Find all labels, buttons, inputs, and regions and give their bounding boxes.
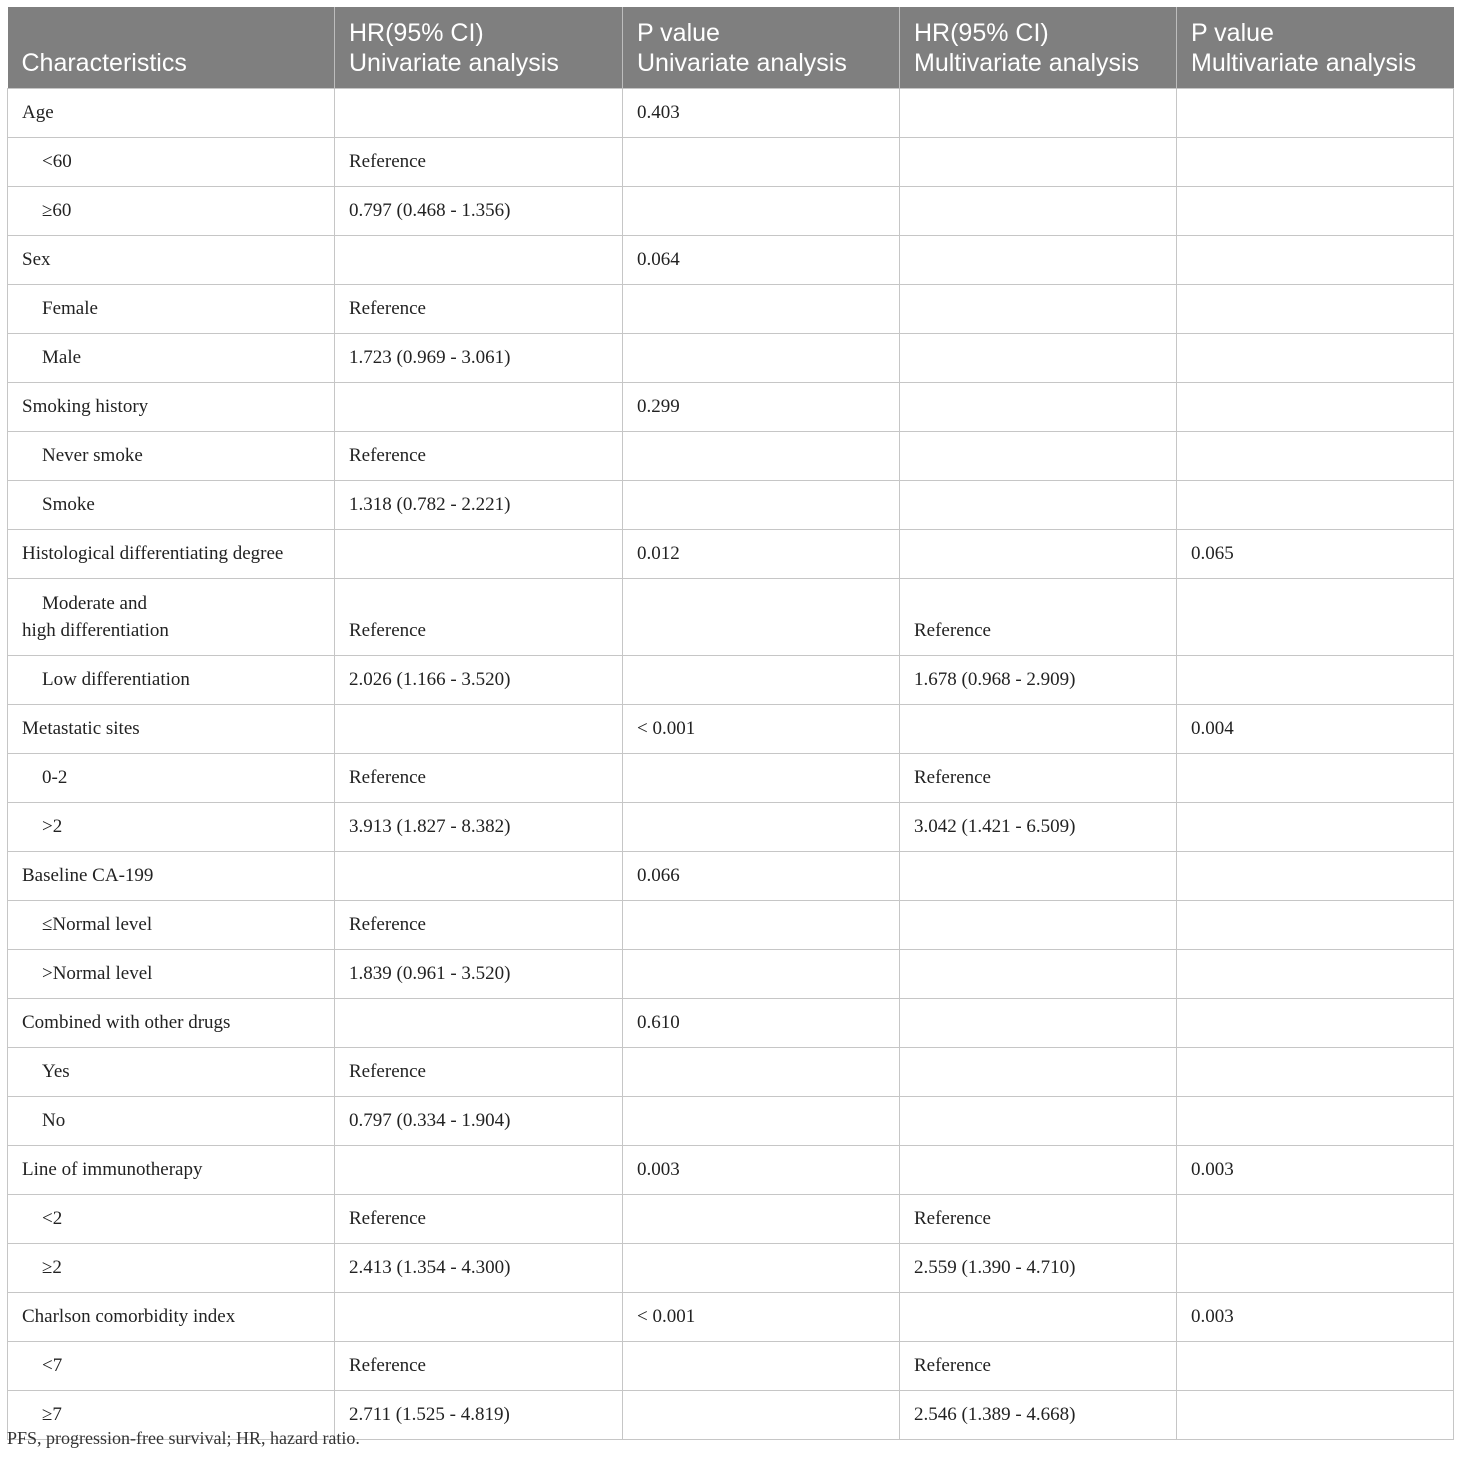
p-univariate-cell: 0.610 (623, 998, 900, 1047)
table-subrow (8, 431, 1454, 480)
table-subrow (8, 1243, 1454, 1292)
p-multivariate-cell (1177, 235, 1454, 284)
hr-multivariate-cell (900, 704, 1177, 753)
column-header-line1: HR(95% CI) (349, 18, 484, 47)
hr-univariate-cell (335, 704, 623, 753)
characteristic-cell: Age (8, 88, 335, 137)
table-subrow (8, 655, 1454, 704)
characteristic-cell: >Normal level (8, 949, 335, 998)
p-univariate-cell (623, 1194, 900, 1243)
p-univariate-cell (623, 1390, 900, 1439)
table-subrow (8, 802, 1454, 851)
table-header (8, 7, 1454, 88)
column-header (1177, 7, 1454, 88)
p-multivariate-cell (1177, 1096, 1454, 1145)
column-header-line1: HR(95% CI) (914, 18, 1049, 47)
hr-univariate-cell: Reference (335, 1194, 623, 1243)
p-multivariate-cell (1177, 382, 1454, 431)
characteristic-cell: >2 (8, 802, 335, 851)
hr-univariate-cell (335, 1145, 623, 1194)
p-multivariate-cell (1177, 137, 1454, 186)
hr-multivariate-cell (900, 284, 1177, 333)
p-univariate-cell (623, 949, 900, 998)
table-subrow (8, 333, 1454, 382)
p-univariate-cell (623, 802, 900, 851)
p-multivariate-cell: 0.003 (1177, 1145, 1454, 1194)
characteristic-cell: Metastatic sites (8, 704, 335, 753)
characteristic-cell (8, 578, 335, 655)
p-multivariate-cell (1177, 1390, 1454, 1439)
characteristic-cell: Never smoke (8, 431, 335, 480)
hr-univariate-cell: Reference (335, 1047, 623, 1096)
p-multivariate-cell (1177, 998, 1454, 1047)
hr-multivariate-cell: 2.546 (1.389 - 4.668) (900, 1390, 1177, 1439)
characteristic-cell: Male (8, 333, 335, 382)
column-header-line2: Characteristics (21, 48, 187, 77)
table-row (8, 851, 1454, 900)
p-multivariate-cell (1177, 1341, 1454, 1390)
characteristic-cell: Female (8, 284, 335, 333)
hr-multivariate-cell (900, 1096, 1177, 1145)
hr-multivariate-cell (900, 186, 1177, 235)
table-row (8, 1145, 1454, 1194)
p-univariate-cell (623, 655, 900, 704)
table-row (8, 704, 1454, 753)
hr-multivariate-cell (900, 851, 1177, 900)
characteristic-cell: Smoking history (8, 382, 335, 431)
p-multivariate-cell (1177, 1243, 1454, 1292)
hr-univariate-cell (335, 529, 623, 578)
p-multivariate-cell (1177, 88, 1454, 137)
table-subrow (8, 480, 1454, 529)
hr-multivariate-cell: Reference (900, 578, 1177, 655)
p-univariate-cell: < 0.001 (623, 1292, 900, 1341)
p-multivariate-cell (1177, 1047, 1454, 1096)
table-subrow (8, 1047, 1454, 1096)
hr-multivariate-cell (900, 382, 1177, 431)
p-univariate-cell: 0.066 (623, 851, 900, 900)
characteristic-cell: Smoke (8, 480, 335, 529)
hr-univariate-cell (335, 998, 623, 1047)
hr-univariate-cell: 3.913 (1.827 - 8.382) (335, 802, 623, 851)
table-subrow (8, 186, 1454, 235)
column-header-line1: P value (1191, 18, 1274, 47)
hr-univariate-cell (335, 851, 623, 900)
p-multivariate-cell (1177, 480, 1454, 529)
p-multivariate-cell (1177, 900, 1454, 949)
hr-multivariate-cell (900, 998, 1177, 1047)
hr-multivariate-cell (900, 235, 1177, 284)
column-header (8, 7, 335, 88)
p-univariate-cell (623, 1341, 900, 1390)
characteristic-cell: ≥7 (8, 1390, 335, 1439)
hr-univariate-cell: 2.711 (1.525 - 4.819) (335, 1390, 623, 1439)
hr-multivariate-cell (900, 1145, 1177, 1194)
p-univariate-cell (623, 900, 900, 949)
table-body (8, 88, 1454, 1439)
hr-multivariate-cell (900, 1047, 1177, 1096)
column-header-line2: Univariate analysis (349, 48, 559, 77)
table-footnote: PFS, progression-free survival; HR, hazard ratio. (7, 1428, 360, 1448)
table-subrow (8, 578, 1454, 655)
characteristic-cell: <7 (8, 1341, 335, 1390)
table-row (8, 529, 1454, 578)
characteristic-cell: ≤Normal level (8, 900, 335, 949)
characteristic-cell: ≥2 (8, 1243, 335, 1292)
p-univariate-cell (623, 137, 900, 186)
p-multivariate-cell (1177, 1194, 1454, 1243)
hr-multivariate-cell (900, 480, 1177, 529)
characteristic-cell: Combined with other drugs (8, 998, 335, 1047)
hr-univariate-cell: 0.797 (0.468 - 1.356) (335, 186, 623, 235)
results-table-container (7, 7, 1453, 1440)
p-multivariate-cell (1177, 333, 1454, 382)
p-univariate-cell: 0.012 (623, 529, 900, 578)
hr-univariate-cell: 1.723 (0.969 - 3.061) (335, 333, 623, 382)
p-univariate-cell (623, 1047, 900, 1096)
p-multivariate-cell (1177, 655, 1454, 704)
hr-multivariate-cell (900, 1292, 1177, 1341)
p-multivariate-cell (1177, 284, 1454, 333)
table-row (8, 382, 1454, 431)
p-univariate-cell (623, 1096, 900, 1145)
hr-multivariate-cell (900, 88, 1177, 137)
p-univariate-cell (623, 431, 900, 480)
table-row (8, 88, 1454, 137)
hr-univariate-cell: 1.839 (0.961 - 3.520) (335, 949, 623, 998)
hr-multivariate-cell: 2.559 (1.390 - 4.710) (900, 1243, 1177, 1292)
characteristic-cell: Histological differentiating degree (8, 529, 335, 578)
characteristic-line2: high differentiation (22, 619, 169, 641)
characteristic-cell: <60 (8, 137, 335, 186)
p-multivariate-cell (1177, 802, 1454, 851)
p-multivariate-cell (1177, 753, 1454, 802)
column-header-line2: Univariate analysis (637, 48, 847, 77)
hr-univariate-cell: Reference (335, 900, 623, 949)
hr-univariate-cell: Reference (335, 431, 623, 480)
table-row (8, 998, 1454, 1047)
hr-univariate-cell: Reference (335, 137, 623, 186)
hr-multivariate-cell (900, 137, 1177, 186)
table-subrow (8, 753, 1454, 802)
characteristic-cell: Baseline CA-199 (8, 851, 335, 900)
hr-univariate-cell (335, 235, 623, 284)
table-subrow (8, 900, 1454, 949)
p-univariate-cell: 0.064 (623, 235, 900, 284)
p-univariate-cell (623, 480, 900, 529)
column-header (900, 7, 1177, 88)
hr-multivariate-cell: Reference (900, 1341, 1177, 1390)
p-multivariate-cell: 0.065 (1177, 529, 1454, 578)
hr-univariate-cell: Reference (335, 1341, 623, 1390)
hr-multivariate-cell (900, 949, 1177, 998)
hr-univariate-cell: 2.026 (1.166 - 3.520) (335, 655, 623, 704)
table-row (8, 235, 1454, 284)
characteristic-cell: 0-2 (8, 753, 335, 802)
p-univariate-cell (623, 284, 900, 333)
hr-univariate-cell: Reference (335, 284, 623, 333)
table-subrow (8, 284, 1454, 333)
characteristic-cell: Sex (8, 235, 335, 284)
characteristic-cell: Yes (8, 1047, 335, 1096)
p-univariate-cell: 0.299 (623, 382, 900, 431)
hr-univariate-cell: 2.413 (1.354 - 4.300) (335, 1243, 623, 1292)
p-univariate-cell (623, 578, 900, 655)
p-univariate-cell (623, 1243, 900, 1292)
column-header (335, 7, 623, 88)
characteristic-cell: ≥60 (8, 186, 335, 235)
p-univariate-cell: 0.403 (623, 88, 900, 137)
p-univariate-cell: 0.003 (623, 1145, 900, 1194)
hr-univariate-cell: 0.797 (0.334 - 1.904) (335, 1096, 623, 1145)
table-row (8, 1292, 1454, 1341)
characteristic-cell: <2 (8, 1194, 335, 1243)
p-univariate-cell: < 0.001 (623, 704, 900, 753)
hr-multivariate-cell (900, 431, 1177, 480)
hr-univariate-cell: 1.318 (0.782 - 2.221) (335, 480, 623, 529)
table-subrow (8, 1194, 1454, 1243)
column-header-line2: Multivariate analysis (914, 48, 1140, 77)
characteristic-cell: Low differentiation (8, 655, 335, 704)
column-header (623, 7, 900, 88)
hr-multivariate-cell: Reference (900, 1194, 1177, 1243)
p-multivariate-cell (1177, 431, 1454, 480)
p-multivariate-cell: 0.004 (1177, 704, 1454, 753)
p-multivariate-cell (1177, 949, 1454, 998)
p-multivariate-cell (1177, 578, 1454, 655)
p-multivariate-cell (1177, 186, 1454, 235)
p-univariate-cell (623, 333, 900, 382)
hr-multivariate-cell (900, 333, 1177, 382)
p-univariate-cell (623, 753, 900, 802)
hr-multivariate-cell (900, 900, 1177, 949)
hr-multivariate-cell: Reference (900, 753, 1177, 802)
column-header-line1: P value (637, 18, 720, 47)
header-row (8, 7, 1454, 88)
hr-multivariate-cell: 1.678 (0.968 - 2.909) (900, 655, 1177, 704)
hr-univariate-cell: Reference (335, 753, 623, 802)
hr-univariate-cell (335, 1292, 623, 1341)
hr-univariate-cell (335, 88, 623, 137)
p-univariate-cell (623, 186, 900, 235)
p-multivariate-cell: 0.003 (1177, 1292, 1454, 1341)
table-subrow (8, 949, 1454, 998)
characteristic-line1: Moderate and (42, 592, 147, 614)
hr-multivariate-cell (900, 529, 1177, 578)
p-multivariate-cell (1177, 851, 1454, 900)
characteristic-cell: No (8, 1096, 335, 1145)
table-subrow (8, 1341, 1454, 1390)
characteristic-cell: Charlson comorbidity index (8, 1292, 335, 1341)
table-subrow (8, 1096, 1454, 1145)
column-header-line2: Multivariate analysis (1191, 48, 1417, 77)
table-subrow (8, 137, 1454, 186)
characteristic-cell: Line of immunotherapy (8, 1145, 335, 1194)
cox-regression-table (7, 7, 1454, 1440)
hr-multivariate-cell: 3.042 (1.421 - 6.509) (900, 802, 1177, 851)
hr-univariate-cell (335, 382, 623, 431)
hr-univariate-cell: Reference (335, 578, 623, 655)
